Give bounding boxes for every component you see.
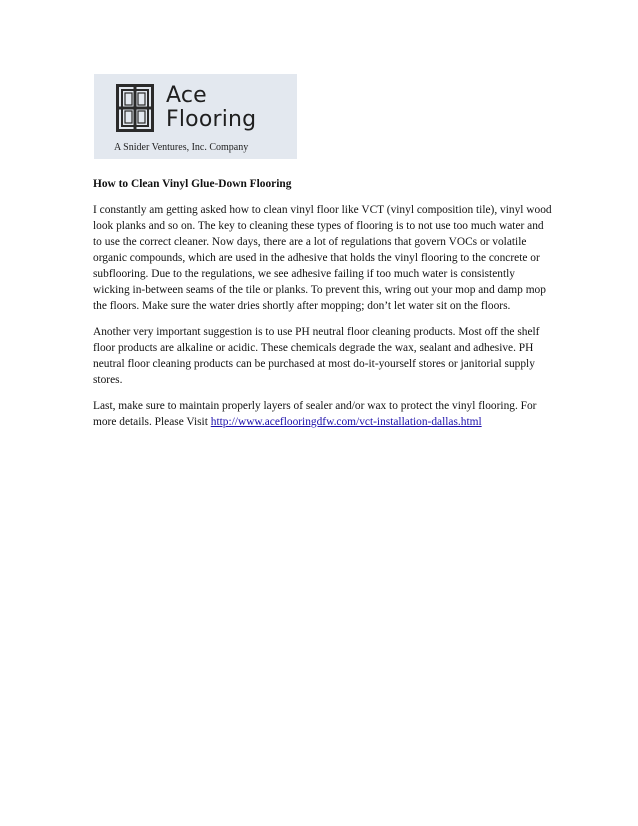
window-grid-logo-icon	[116, 84, 154, 132]
paragraph-maintenance-text: Last, make sure to maintain properly layers of sealer and/or wax to protect the vinyl flooring. For more details. Please Visit	[93, 400, 537, 428]
logo-name-flooring: Flooring	[166, 107, 257, 132]
paragraph-ph-neutral: Another very important suggestion is to use PH neutral floor cleaning products. Most off the shelf floor products are alkaline or acidic. These chemicals degrade the wax, sealant and adhesive. PH neutral floor cleaning products can be purchased at most do-it-yourself stores or janitorial supply stores.	[93, 326, 540, 386]
website-link[interactable]: http://www.aceflooringdfw.com/vct-installation-dallas.html	[210, 416, 482, 428]
paragraph-maintenance	[93, 398, 553, 430]
paragraph-water-usage: I constantly am getting asked how to clean vinyl floor like VCT (vinyl composition tile), vinyl wood look planks and so on. The key to cleaning these types of flooring is to not use too much water and to use the correct cleaner. Now days, there are a lot of regulations that govern VOCs or volatile organic compounds, which are used in the adhesive that holds the vinyl flooring to the concrete or subflooring. Due to the regulations, we see adhesive failing if too much water is consistently wicking in-between seams of the tile or planks. To prevent this, wring out your mop and damp mop the floors. Make sure the water dries shortly after mopping; don’t let water sit on the floors.	[93, 204, 552, 312]
logo-name-ace: Ace	[166, 83, 207, 108]
logo-tagline: A Snider Ventures, Inc. Company	[114, 142, 249, 153]
document-title: How to Clean Vinyl Glue-Down Flooring	[93, 178, 292, 190]
document-body	[93, 176, 553, 440]
company-logo	[94, 74, 297, 159]
